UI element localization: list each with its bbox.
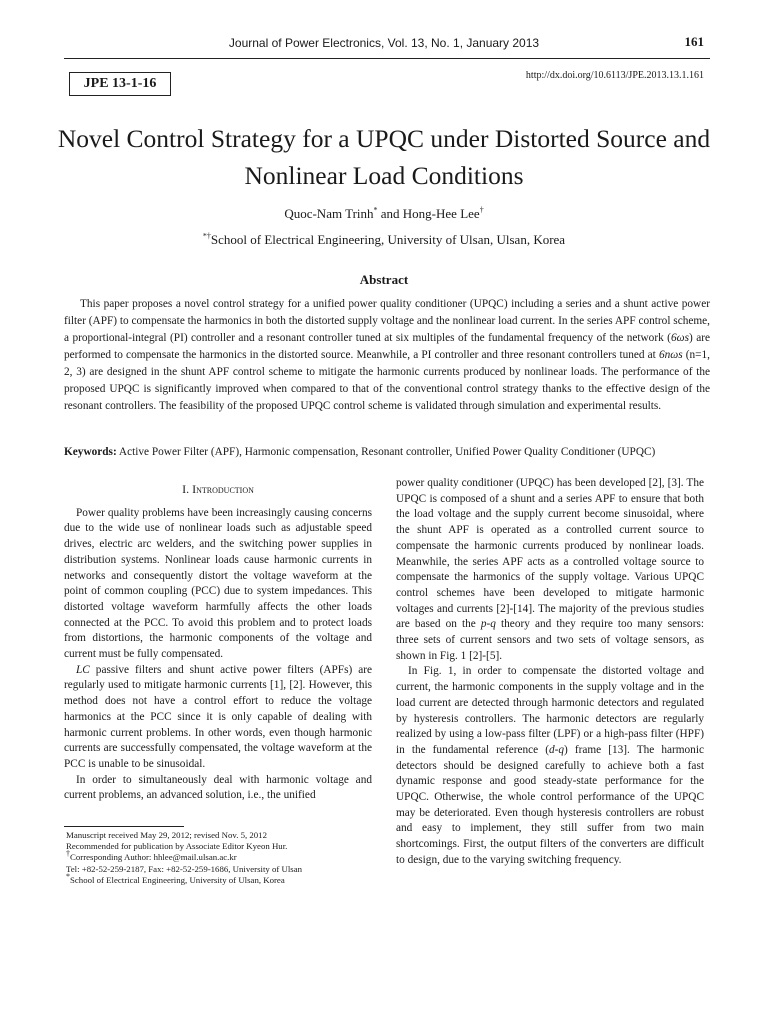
abstract-part-3: (n=1, 2, 3) are designed in the shunt APF control scheme to mitigate the harmonic currents produced by nonlinear loads. The performance of the proposed UPQC is significantly improved when compared to that of the conventional control strategy thanks to the effective design of the resonant controllers. The feasibility of the proposed UPQC control scheme is validated through simulation and experimental results. — [64, 349, 710, 412]
abstract-part-1: This paper proposes a novel control strategy for a unified power quality conditioner (UPQC) including a series and a shunt active power filter (APF) to compensate the harmonics in both the distorted supply voltage and the nonlinear load current. In the series APF control scheme, a proportional-integral (PI) controller and a resonant controller tuned at six multiples of the fundamental frequency of the network ( — [64, 298, 710, 344]
paper-title: Novel Control Strategy for a UPQC under Distorted Source and Nonlinear Load Conditions — [57, 124, 711, 190]
section-heading — [64, 482, 372, 498]
pq-term: p-q — [480, 618, 496, 631]
keywords — [64, 444, 710, 461]
right-paragraph-1 — [396, 476, 704, 664]
keywords-text: Active Power Filter (APF), Harmonic compensation, Resonant controller, Unified Power Quality Conditioner (UPQC) — [116, 446, 656, 458]
abstract-symbol-1: 6ωs — [670, 332, 689, 344]
header-rule — [64, 58, 710, 59]
corresponding-email[interactable]: Corresponding Author: hhlee@mail.ulsan.ac.kr — [70, 852, 237, 863]
footnote-corresponding — [66, 849, 372, 863]
intro-paragraph-2 — [64, 663, 372, 773]
intro-paragraph-1: Power quality problems have been increasingly causing concerns due to the wide use of nonlinear loads such as adjustable speed drives, electric arc welders, and the switching power supplies in distribution systems. Nonlinear loads cause harmonic currents in networks and consequently distort the voltage waveform at the point of common coupling (PCC) due to system impedances. This distorted voltage waveform harmfully affects the other loads connected at the PCC. To avoid this problem and to protect loads from distortions, the harmonic components of the voltage and current must be fully compensated. — [64, 506, 372, 661]
author-line — [0, 206, 768, 222]
section-title: Introduction — [192, 482, 254, 496]
footnote-tel: Tel: +82-52-259-2187, Fax: +82-52-259-1686, University of Ulsan — [66, 863, 303, 874]
affiliation-text: School of Electrical Engineering, University of Ulsan, Ulsan, Korea — [210, 232, 566, 247]
footnote-school-text: School of Electrical Engineering, University of Ulsan, Korea — [70, 874, 285, 885]
right-column — [396, 476, 704, 869]
right-paragraph-2b: ) frame [13]. The harmonic detectors should be designed carefully to achieve both a fast dynamic response and good steady-state performance for the UPQC. Otherwise, the whole control performance of the UPQC may be deteriorated. Even though hysteresis controllers are robust and easy to implement, they still suffer from two main shortcomings. First, the output filters of the converters are difficult to design, due to the varying switching frequency. — [396, 743, 704, 866]
doi-link[interactable]: http://dx.doi.org/10.6113/JPE.2013.13.1.161 — [525, 70, 704, 81]
abstract-heading: Abstract — [359, 272, 409, 287]
right-paragraph-2 — [396, 664, 704, 868]
author-2: Hong-Hee Lee — [402, 206, 480, 221]
footnote-rule — [64, 826, 184, 827]
footnotes — [66, 830, 372, 886]
lc-term: LC — [76, 663, 90, 676]
article-code-box: JPE 13-1-16 — [69, 72, 171, 96]
abstract-part-2: ) are performed to compensate the harmonics in the distorted source. Meanwhile, a PI controller and three resonant controllers tuned at — [64, 332, 710, 361]
keywords-label: Keywords: — [64, 446, 117, 458]
page-number: 161 — [684, 34, 704, 49]
intro-paragraph-3: In order to simultaneously deal with harmonic voltage and current problems, an advanced solution, i.e., the unified — [64, 773, 372, 802]
author-connector: and — [377, 206, 403, 221]
footnote-recommended: Recommended for publication by Associate Editor Kyeon Hur. — [66, 841, 288, 852]
right-paragraph-1a: power quality conditioner (UPQC) has been developed [2], [3]. The UPQC is composed of a shunt and a series APF to ensure that both the load voltage and the supply current become sinusoidal, where the shunt APF is operated as a controlled current source to compensate the harmonic currents produced by nonlinear loads. Meanwhile, the series APF acts as a controlled voltage source to compensate the harmonics of the supply voltage. Various UPQC control schemes have been developed to mitigate harmonic voltages and currents [2]-[14]. The majority of the previous studies are based on the — [396, 477, 704, 631]
right-paragraph-2a: In Fig. 1, in order to compensate the distorted voltage and current, the harmonic components in the supply voltage and in the load current are detected through harmonic detectors and regulated by hysteresis controllers. The harmonic detectors are regularly realized by using a low-pass filter (LPF) or a high-pass filter (HPF) in the fundamental reference ( — [396, 665, 704, 756]
footnote-mark-star: * — [66, 871, 70, 881]
intro-paragraph-2-text: passive filters and shunt active power filters (APFs) are regularly used to mitigate harmonic currents [1], [2]. However, this method does not have a control effort to reduce the voltage harmonics at the PCC since it is only capable of dealing with harmonic current problems. In other words, even though harmonic currents are successfully compensated, the voltage waveform at the PCC is unable to be sinusoidal. — [64, 663, 372, 770]
author-1-mark: * — [373, 205, 378, 215]
left-column — [64, 476, 372, 804]
footnote-received: Manuscript received May 29, 2012; revised Nov. 5, 2012 — [66, 830, 267, 840]
dq-term: d-q — [548, 743, 565, 756]
abstract-symbol-2: 6nωs — [658, 349, 683, 361]
author-1: Quoc-Nam Trinh — [284, 206, 374, 221]
abstract-body — [64, 296, 710, 415]
author-2-mark: † — [479, 205, 484, 215]
affiliation-mark: *† — [202, 231, 211, 241]
footnote-school — [66, 871, 372, 886]
running-header: Journal of Power Electronics, Vol. 13, No. 1, January 2013 — [228, 36, 540, 50]
right-paragraph-1b: theory and they require too many sensors: three sets of current sensors and two sets of voltage sensors, as shown in Fig. 1 [2]-[5]. — [396, 618, 704, 662]
affiliation — [0, 232, 768, 248]
footnote-mark-dagger: † — [66, 849, 70, 859]
section-number: I. — [182, 482, 193, 496]
